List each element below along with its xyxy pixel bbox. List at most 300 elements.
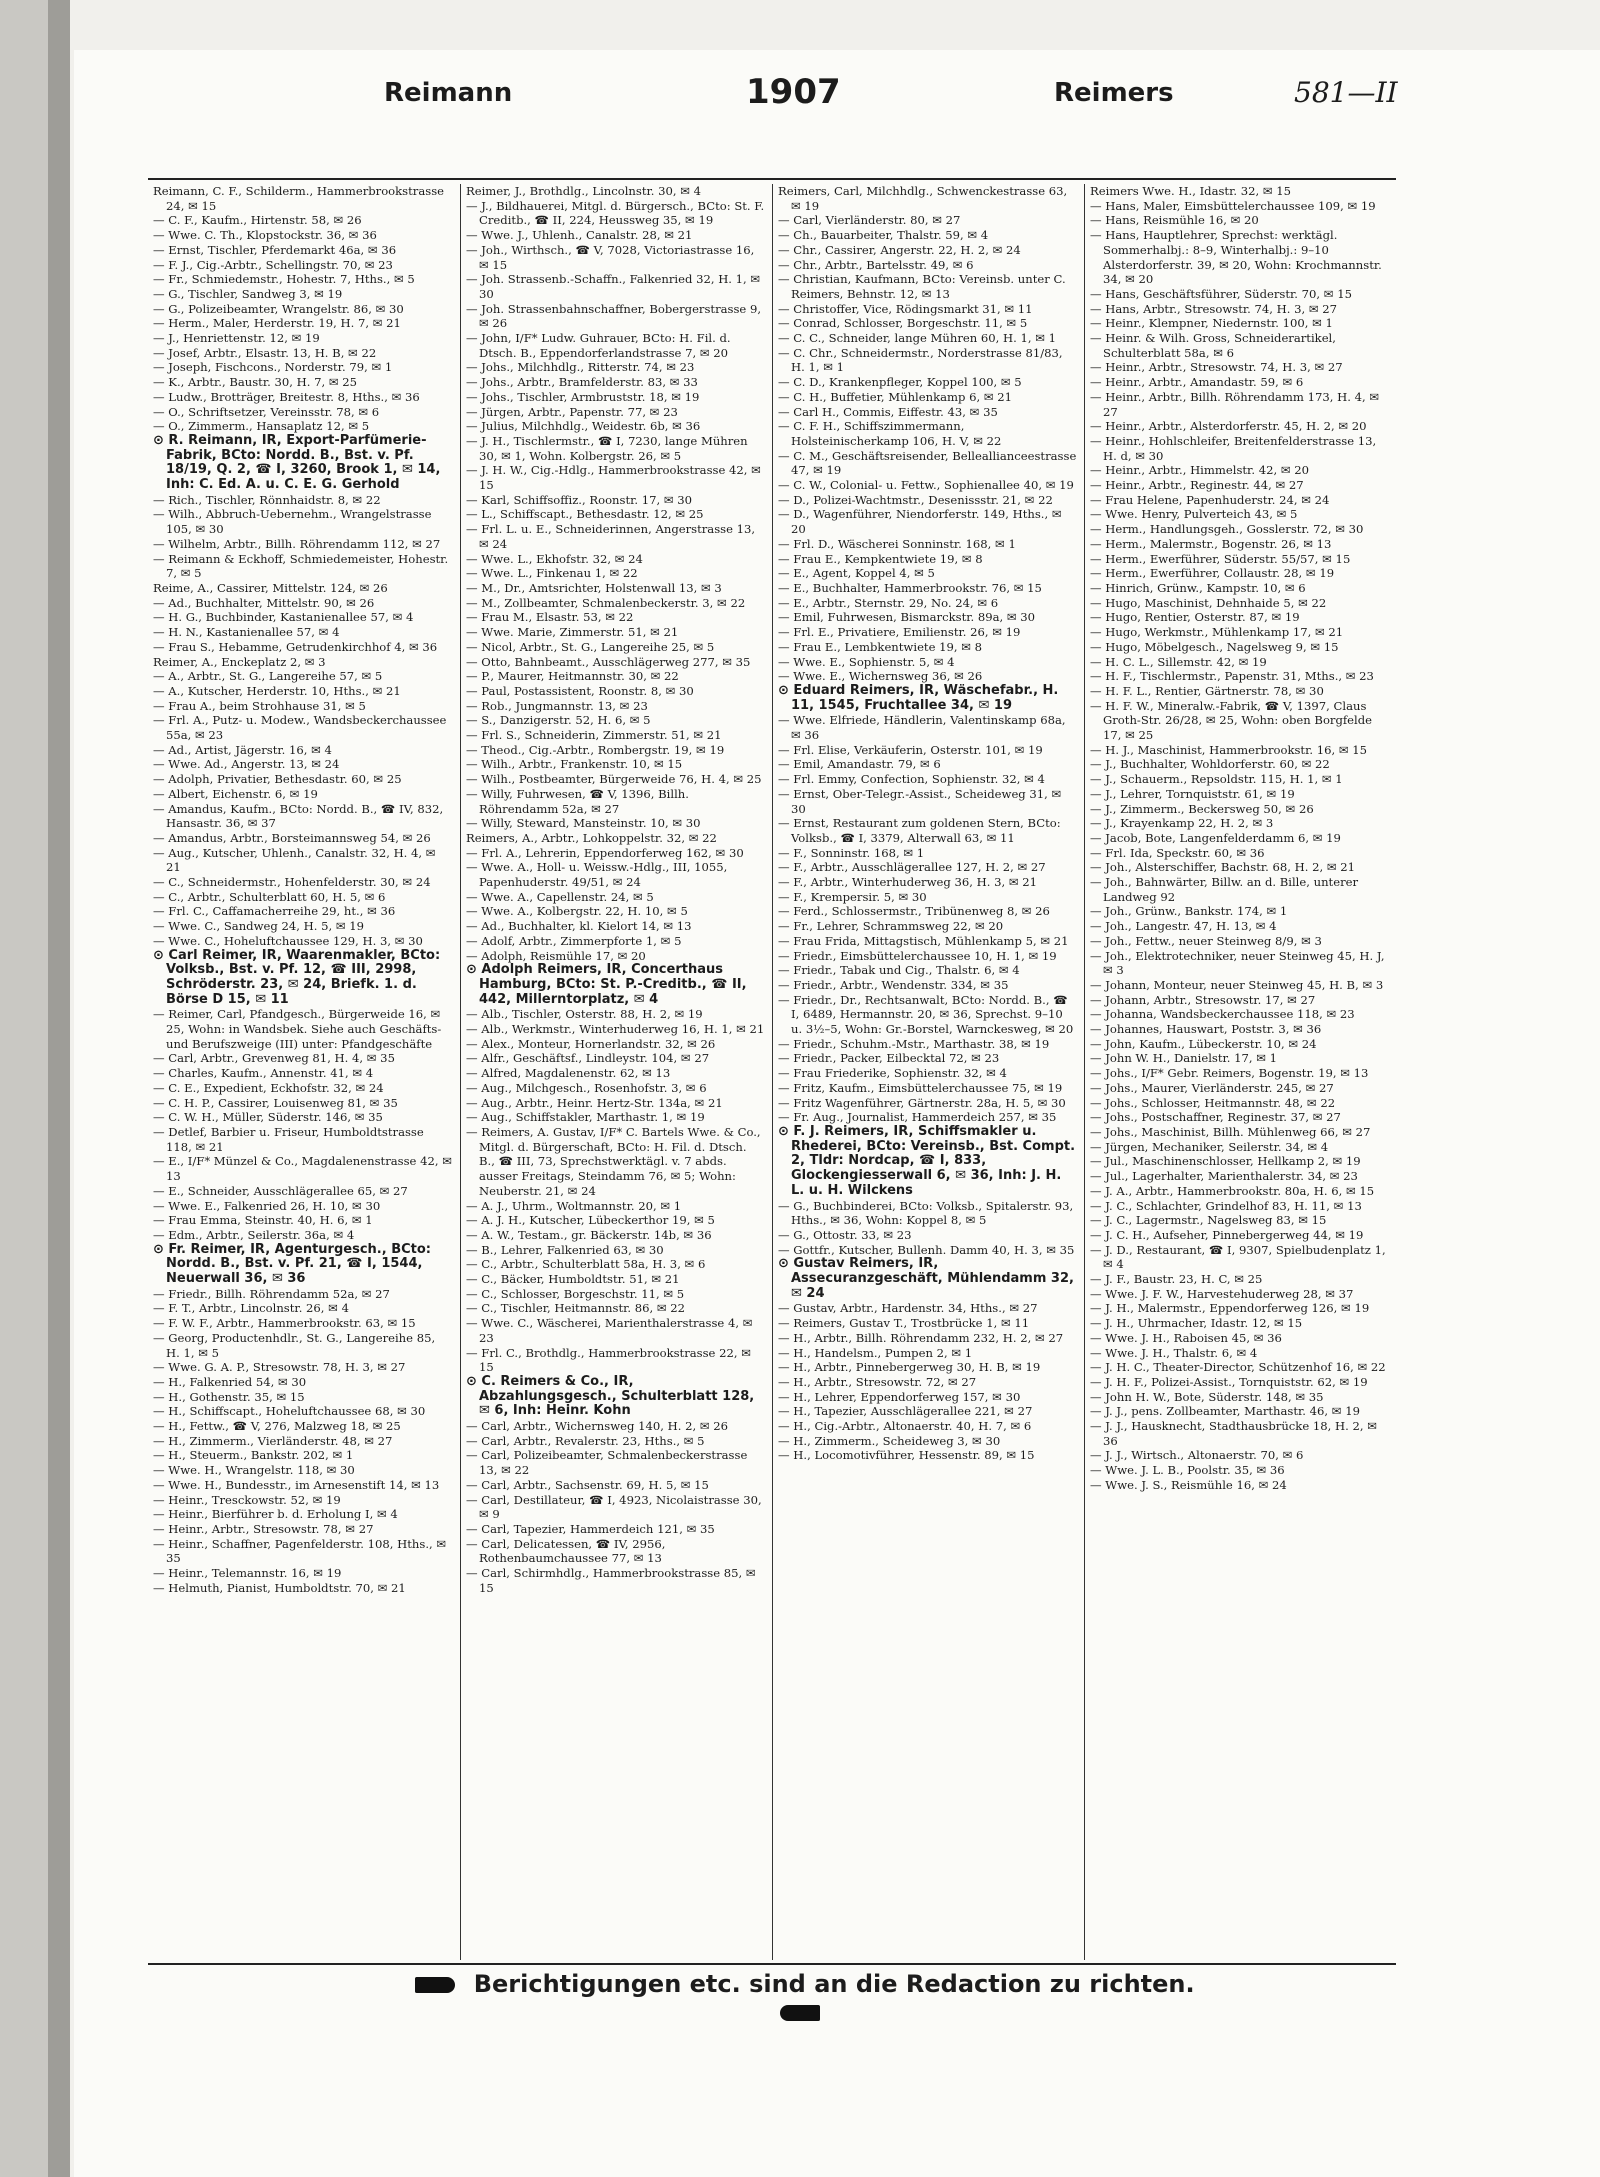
year-heading: 1907 <box>746 72 841 112</box>
directory-entry: — Helmuth, Pianist, Humboldtstr. 70, ✉ 21 <box>153 1580 406 1595</box>
directory-entry: — F. T., Arbtr., Lincolnstr. 26, ✉ 4 <box>153 1301 349 1316</box>
directory-entry: — Nicol, Arbtr., St. G., Langereihe 25, ✉ 5 <box>466 639 715 654</box>
directory-entry: — Friedr., Schuhm.-Mstr., Marthastr. 38, ✉ 19 <box>778 1036 1050 1051</box>
directory-entry: — Friedr., Packer, Eilbecktal 72, ✉ 23 <box>778 1051 1000 1066</box>
directory-entry: — Joh. Strassenb.-Schaffn., Falkenried 32, H. 1, ✉ 30 <box>466 272 761 301</box>
directory-entry: — Wwe. J. F. W., Harvestehuderweg 28, ✉ 37 <box>1090 1286 1354 1301</box>
directory-entry: — Herm., Maler, Herderstr. 19, H. 7, ✉ 21 <box>153 316 401 331</box>
directory-entry: — H., Handelsm., Pumpen 2, ✉ 1 <box>778 1345 973 1360</box>
directory-entry: — F., Krempersir. 5, ✉ 30 <box>778 889 927 904</box>
directory-entry: — J., Bildhauerei, Mitgl. d. Bürgersch., BCto: St. F. Creditb., ☎ II, 224, Heussweg 35, ✉ 19 <box>466 198 765 228</box>
page-number: 581—II <box>1294 76 1398 109</box>
directory-entry: — Amandus, Kaufm., BCto: Nordd. B., ☎ IV, 832, Hansastr. 36, ✉ 37 <box>153 801 444 831</box>
directory-entry: — J. H. C., Theater-Director, Schützenhof 16, ✉ 22 <box>1090 1360 1386 1375</box>
directory-entry: Reimers, Carl, Milchhdlg., Schwenckestrasse 63, ✉ 19 <box>778 184 1068 213</box>
directory-entry: — Emil, Fuhrwesen, Bismarckstr. 89a, ✉ 30 <box>778 610 1036 625</box>
directory-entry: — Heinr., Arbtr., Stresowstr. 78, ✉ 27 <box>153 1521 374 1536</box>
directory-entry: — Friedr., Billh. Röhrendamm 52a, ✉ 27 <box>153 1286 390 1301</box>
directory-entry: — Wilhelm, Arbtr., Billh. Röhrendamm 112, ✉ 27 <box>153 536 441 551</box>
directory-columns <box>148 184 1396 1960</box>
directory-entry: — Joh., Bahnwärter, Billw. an d. Bille, unterer Landweg 92 <box>1090 875 1359 904</box>
directory-entry: — Fr., Schmiedemstr., Hohestr. 7, Hths., ✉ 5 <box>153 272 415 287</box>
directory-entry: — L., Schiffscapt., Bethesdastr. 12, ✉ 25 <box>466 507 704 522</box>
directory-entry: — J. J., pens. Zollbeamter, Marthastr. 46, ✉ 19 <box>1090 1404 1360 1419</box>
directory-entry: — Heinr., Arbtr., Alsterdorferstr. 45, H. 2, ✉ 20 <box>1090 419 1367 434</box>
directory-entry: — Hinrich, Grünw., Kampstr. 10, ✉ 6 <box>1090 580 1306 595</box>
directory-entry: — E., Arbtr., Sternstr. 29, No. 24, ✉ 6 <box>778 595 999 610</box>
directory-entry: — J., Buchhalter, Wohldorferstr. 60, ✉ 22 <box>1090 757 1330 772</box>
directory-entry: — Gottfr., Kutscher, Bullenh. Damm 40, H. 3, ✉ 35 <box>778 1242 1075 1257</box>
directory-entry: — C., Arbtr., Schulterblatt 58a, H. 3, ✉ 6 <box>466 1257 706 1272</box>
directory-entry: — John H. W., Bote, Süderstr. 148, ✉ 35 <box>1090 1389 1324 1404</box>
directory-entry: — Frl. D., Wäscherei Sonninstr. 168, ✉ 1 <box>778 536 1016 551</box>
directory-entry: — Rob., Jungmannstr. 13, ✉ 23 <box>466 698 648 713</box>
directory-entry: — Reimers, Gustav T., Trostbrücke 1, ✉ 11 <box>778 1316 1030 1331</box>
directory-entry: — G., Polizeibeamter, Wrangelstr. 86, ✉ 30 <box>153 301 404 316</box>
directory-entry: — Joh., Grünw., Bankstr. 174, ✉ 1 <box>1090 904 1288 919</box>
directory-entry: — J. H., Uhrmacher, Idastr. 12, ✉ 15 <box>1090 1316 1303 1331</box>
directory-entry: — C. Chr., Schneidermstr., Norderstrasse 81/83, H. 1, ✉ 1 <box>778 345 1063 375</box>
directory-entry: — H., Zimmerm., Scheideweg 3, ✉ 30 <box>778 1433 1001 1448</box>
directory-entry: — Hugo, Werkmstr., Mühlenkamp 17, ✉ 21 <box>1090 625 1344 640</box>
directory-entry: — Frl. Ida, Speckstr. 60, ✉ 36 <box>1090 845 1265 860</box>
directory-entry: — C. W. H., Müller, Süderstr. 146, ✉ 35 <box>153 1110 383 1125</box>
directory-entry: — H., Gothenstr. 35, ✉ 15 <box>153 1389 305 1404</box>
directory-entry: — Heinr., Hohlschleifer, Breitenfelderstrasse 13, H. d, ✉ 30 <box>1090 433 1377 463</box>
directory-entry: ⊙ Carl Reimer, IR, Waarenmakler, BCto: Volksb., Bst. v. Pf. 12, ☎ III, 2998, Schröderstr. 23, ✉ 24, Briefk. 1. d. Börse D 15, ✉ 11 <box>153 947 441 1007</box>
directory-entry: — J. H. W., Cig.-Hdlg., Hammerbrookstrasse 42, ✉ 15 <box>466 463 761 493</box>
directory-entry: — Johanna, Wandsbeckerchaussee 118, ✉ 23 <box>1090 1007 1355 1022</box>
running-head-right: Reimers <box>1054 78 1174 108</box>
directory-entry: — C. H. P., Cassirer, Louisenweg 81, ✉ 35 <box>153 1095 398 1110</box>
directory-entry: — J., Schauerm., Repsoldstr. 115, H. 1, ✉ 1 <box>1090 772 1343 787</box>
directory-entry: — Aug., Arbtr., Heinr. Hertz-Str. 134a, ✉ 21 <box>466 1095 723 1110</box>
directory-entry: — Herm., Malermstr., Bogenstr. 26, ✉ 13 <box>1090 536 1332 551</box>
directory-entry: — C., Schneidermstr., Hohenfelderstr. 30, ✉ 24 <box>153 875 431 890</box>
directory-entry: — M., Zollbeamter, Schmalenbeckerstr. 3, ✉ 22 <box>466 595 746 610</box>
directory-entry: — Ad., Buchhalter, Mittelstr. 90, ✉ 26 <box>153 595 375 610</box>
directory-entry: — Heinr., Bierführer b. d. Erholung I, ✉ 4 <box>153 1507 398 1522</box>
directory-entry: — Heinr., Arbtr., Amandastr. 59, ✉ 6 <box>1090 375 1304 390</box>
directory-entry: — Theod., Cig.-Arbtr., Rombergstr. 19, ✉ 19 <box>466 742 725 757</box>
directory-entry: — Jacob, Bote, Langenfelderdamm 6, ✉ 19 <box>1090 830 1341 845</box>
directory-entry: — Paul, Postassistent, Roonstr. 8, ✉ 30 <box>466 683 694 698</box>
directory-entry: — Friedr., Eimsbüttelerchaussee 10, H. 1, ✉ 19 <box>778 948 1057 963</box>
directory-entry: — Johann, Monteur, neuer Steinweg 45, H. B, ✉ 3 <box>1090 977 1384 992</box>
directory-entry: — H. J., Maschinist, Hammerbrookstr. 16, ✉ 15 <box>1090 742 1368 757</box>
directory-entry: — Wwe. E., Falkenried 26, H. 10, ✉ 30 <box>153 1198 381 1213</box>
directory-entry: — Johs., Maschinist, Billh. Mühlenweg 66, ✉ 27 <box>1090 1125 1371 1139</box>
directory-entry: — A. W., Testam., gr. Bäckerstr. 14b, ✉ 36 <box>466 1227 712 1242</box>
directory-entry: — A., Kutscher, Herderstr. 10, Hths., ✉ 21 <box>153 683 401 698</box>
directory-entry: — Ad., Buchhalter, kl. Kielort 14, ✉ 13 <box>466 919 692 934</box>
directory-entry: — Frl. L. u. E., Schneiderinnen, Angerstrasse 13, ✉ 24 <box>466 522 756 551</box>
directory-entry: — Emil, Amandastr. 79, ✉ 6 <box>778 757 941 772</box>
directory-entry: — Wwe. E., Sophienstr. 5, ✉ 4 <box>778 654 955 669</box>
directory-entry: — Albert, Eichenstr. 6, ✉ 19 <box>153 786 318 801</box>
directory-entry: — Wwe. A., Kolbergstr. 22, H. 10, ✉ 5 <box>466 904 688 919</box>
directory-entry: — Chr., Cassirer, Angerstr. 22, H. 2, ✉ 24 <box>778 242 1021 257</box>
directory-entry: — H., Arbtr., Pinnebergerweg 30, H. B, ✉ 19 <box>778 1360 1041 1375</box>
directory-entry: — Friedr., Arbtr., Wendenstr. 334, ✉ 35 <box>778 977 1009 992</box>
directory-entry: — Carl, Schirmhdlg., Hammerbrookstrasse 85, ✉ 15 <box>466 1566 756 1595</box>
directory-entry: — C. F., Kaufm., Hirtenstr. 58, ✉ 26 <box>153 213 362 228</box>
directory-entry: — J. C., Schlachter, Grindelhof 83, H. 11, ✉ 13 <box>1090 1198 1362 1213</box>
directory-entry: — Hans, Reismühle 16, ✉ 20 <box>1090 213 1259 228</box>
directory-entry: — Wwe. Marie, Zimmerstr. 51, ✉ 21 <box>466 625 679 640</box>
directory-entry: — Hugo, Rentier, Osterstr. 87, ✉ 19 <box>1090 610 1300 625</box>
directory-entry: — S., Danzigerstr. 52, H. 6, ✉ 5 <box>466 713 651 728</box>
directory-entry: — Gustav, Arbtr., Hardenstr. 34, Hths., ✉ 27 <box>778 1301 1038 1316</box>
directory-entry: — Joh., Alsterschiffer, Bachstr. 68, H. 2, ✉ 21 <box>1090 860 1356 875</box>
directory-entry: — Heinr., Schaffner, Pagenfelderstr. 108, Hths., ✉ 35 <box>153 1536 447 1566</box>
directory-entry: — H. C. L., Sillemstr. 42, ✉ 19 <box>1090 654 1267 669</box>
directory-entry: — Carl, Polizeibeamter, Schmalenbeckerstrasse 13, ✉ 22 <box>466 1448 748 1478</box>
directory-entry: — Chr., Arbtr., Bartelsstr. 49, ✉ 6 <box>778 257 974 272</box>
directory-entry: — J., Krayenkamp 22, H. 2, ✉ 3 <box>1090 816 1274 831</box>
directory-entry: — A., Arbtr., St. G., Langereihe 57, ✉ 5 <box>153 669 383 684</box>
directory-entry: — Joh. Strassenbahnschaffner, Bobergerstrasse 9, ✉ 26 <box>466 301 762 331</box>
directory-entry: — Carl H., Commis, Eiffestr. 43, ✉ 35 <box>778 404 998 419</box>
directory-entry: — Heinr. & Wilh. Gross, Schneiderartikel, Schulterblatt 58a, ✉ 6 <box>1090 331 1336 360</box>
directory-entry: — Fr. Aug., Journalist, Hammerdeich 257, ✉ 35 <box>778 1110 1057 1125</box>
directory-entry: ⊙ R. Reimann, IR, Export-Parfümerie-Fabrik, BCto: Nordd. B., Bst. v. Pf. 18/19, Q. 2, ☎ I, 3260, Brook 1, ✉ 14, Inh: C. Ed. A. u. C. E. G. Gerhold <box>153 432 441 493</box>
directory-entry: — C. F. H., Schiffszimmermann, Holsteinischerkamp 106, H. V, ✉ 22 <box>778 419 1002 448</box>
directory-entry: ⊙ Eduard Reimers, IR, Wäschefabr., H. 11, 1545, Fruchtallee 34, ✉ 19 <box>778 682 1059 713</box>
directory-entry: — Amandus, Arbtr., Borsteimannsweg 54, ✉ 26 <box>153 830 431 845</box>
directory-entry: — C., Tischler, Heitmannstr. 86, ✉ 22 <box>466 1301 686 1316</box>
directory-entry: — H. N., Kastanienallee 57, ✉ 4 <box>153 625 340 640</box>
directory-column-1 <box>148 184 457 1960</box>
directory-entry: — Wilh., Arbtr., Frankenstr. 10, ✉ 15 <box>466 757 683 772</box>
directory-entry: — Alb., Tischler, Osterstr. 88, H. 2, ✉ 19 <box>466 1007 703 1022</box>
directory-entry: — J. J., Wirtsch., Altonaerstr. 70, ✉ 6 <box>1090 1448 1304 1463</box>
directory-entry: — Alex., Monteur, Hornerlandstr. 32, ✉ 26 <box>466 1036 716 1051</box>
directory-entry: ⊙ Adolph Reimers, IR, Concerthaus Hamburg, BCto: St. P.-Creditb., ☎ II, 442, Millerntorplatz, ✉ 4 <box>466 962 747 1007</box>
directory-entry: — C., Bäcker, Humboldtstr. 51, ✉ 21 <box>466 1272 680 1287</box>
directory-entry: — Fr., Lehrer, Schrammsweg 22, ✉ 20 <box>778 919 1004 934</box>
directory-entry: — Johs., Tischler, Armbruststr. 18, ✉ 19 <box>466 389 700 404</box>
directory-entry: — Carl, Destillateur, ☎ I, 4923, Nicolaistrasse 30, ✉ 9 <box>466 1492 762 1522</box>
directory-entry: — J., Henriettenstr. 12, ✉ 19 <box>153 331 320 346</box>
directory-entry: — Aug., Milchgesch., Rosenhofstr. 3, ✉ 6 <box>466 1080 707 1095</box>
directory-entry: — Adolph, Reismühle 17, ✉ 20 <box>466 948 646 963</box>
footer-notice: Berichtigungen etc. sind an die Redaction zu richten. <box>473 1970 1195 1998</box>
directory-entry: — E., Buchhalter, Hammerbrookstr. 76, ✉ 15 <box>778 580 1042 595</box>
directory-entry: — C., Arbtr., Schulterblatt 60, H. 5, ✉ 6 <box>153 889 386 904</box>
directory-entry: — Adolph, Privatier, Bethesdastr. 60, ✉ 25 <box>153 772 402 787</box>
directory-entry: — Frau Helene, Papenhuderstr. 24, ✉ 24 <box>1090 492 1330 507</box>
directory-entry: — G., Tischler, Sandweg 3, ✉ 19 <box>153 286 343 301</box>
directory-entry: — Wwe. G. A. P., Stresowstr. 78, H. 3, ✉ 27 <box>153 1360 406 1375</box>
directory-entry: — Wwe. Elfriede, Händlerin, Valentinskamp 68a, ✉ 36 <box>778 713 1066 743</box>
directory-entry: — Wwe. Henry, Pulverteich 43, ✉ 5 <box>1090 507 1298 522</box>
directory-entry: — Herm., Ewerführer, Süderstr. 55/57, ✉ 15 <box>1090 551 1351 566</box>
directory-entry: — Wwe. H., Bundesstr., im Arnesenstift 14, ✉ 13 <box>153 1477 440 1492</box>
directory-entry: — Joseph, Fischcons., Norderstr. 79, ✉ 1 <box>153 360 393 375</box>
directory-entry: — D., Wagenführer, Niendorferstr. 149, Hths., ✉ 20 <box>778 507 1062 537</box>
directory-entry: — Johs., Milchhdlg., Ritterstr. 74, ✉ 23 <box>466 360 695 375</box>
directory-entry: — Hugo, Möbelgesch., Nagelsweg 9, ✉ 15 <box>1090 639 1339 654</box>
directory-entry: — H., Locomotivführer, Hessenstr. 89, ✉ 15 <box>778 1448 1035 1463</box>
directory-entry: — Fritz Wagenführer, Gärtnerstr. 28a, H. 5, ✉ 30 <box>778 1095 1066 1110</box>
directory-entry: — Fritz, Kaufm., Eimsbüttelerchaussee 75, ✉ 19 <box>778 1080 1063 1095</box>
directory-entry: — Willy, Steward, Mansteinstr. 10, ✉ 30 <box>466 816 701 831</box>
directory-entry: — Ernst, Restaurant zum goldenen Stern, BCto: Volksb., ☎ I, 3379, Alterwall 63, ✉ 11 <box>778 816 1061 845</box>
directory-entry: ⊙ C. Reimers & Co., IR, Abzahlungsgesch., Schulterblatt 128, ✉ 6, Inh: Heinr. Kohn <box>466 1373 755 1419</box>
directory-entry: — H., Arbtr., Billh. Röhrendamm 232, H. 2, ✉ 27 <box>778 1330 1064 1345</box>
directory-entry: — J. C. H., Aufseher, Pinnebergerweg 44, ✉ 19 <box>1090 1227 1364 1242</box>
directory-entry: Reime, A., Cassirer, Mittelstr. 124, ✉ 26 <box>153 580 388 595</box>
directory-entry: — Reimers, A. Gustav, I/F* C. Bartels Wwe. & Co., Mitgl. d. Bürgerschaft, BCto: H. Fil. d. Dtsch. B., ☎ III, 73, Sprechstwerktägl. v. 7 abds. ausser Freitags, Steindamm 76, ✉ 5; Wohn: Neuberstr. 21, ✉ 24 <box>466 1125 761 1198</box>
directory-entry: — Jul., Maschinenschlosser, Hellkamp 2, ✉ 19 <box>1090 1154 1361 1169</box>
directory-entry: — Wilh., Postbeamter, Bürgerweide 76, H. 4, ✉ 25 <box>466 772 762 787</box>
directory-entry: — F., Arbtr., Winterhuderweg 36, H. 3, ✉ 21 <box>778 875 1037 890</box>
directory-entry: — Wwe. C., Wäscherei, Marienthalerstrasse 4, ✉ 23 <box>466 1316 753 1345</box>
directory-entry: — Carl, Vierländerstr. 80, ✉ 27 <box>778 213 961 228</box>
directory-entry: — Georg, Productenhdlr., St. G., Langereihe 85, H. 1, ✉ 5 <box>153 1330 436 1360</box>
pointing-hand-icon <box>415 1977 455 1993</box>
directory-entry: — Wwe. E., Wichernsweg 36, ✉ 26 <box>778 669 983 684</box>
directory-entry: — Heinr., Arbtr., Stresowstr. 74, H. 3, ✉ 27 <box>1090 360 1343 375</box>
directory-entry: — John, Kaufm., Lübeckerstr. 10, ✉ 24 <box>1090 1036 1317 1051</box>
page-header <box>84 72 1404 132</box>
directory-entry: — Wwe. A., Holl- u. Weissw.-Hdlg., III, 1055, Papenhuderstr. 49/51, ✉ 24 <box>466 860 728 890</box>
directory-entry: ⊙ Gustav Reimers, IR, Assecuranzgeschäft, Mühlendamm 32, ✉ 24 <box>778 1256 1074 1301</box>
directory-entry: — Karl, Schiffsoffiz., Roonstr. 17, ✉ 30 <box>466 492 693 507</box>
directory-entry: — Frl. C., Brothdlg., Hammerbrookstrasse 22, ✉ 15 <box>466 1345 751 1375</box>
directory-entry: — Conrad, Schlosser, Borgeschstr. 11, ✉ 5 <box>778 316 1028 331</box>
directory-entry: — H., Fettw., ☎ V, 276, Malzweg 18, ✉ 25 <box>153 1419 401 1434</box>
directory-entry: — Frau M., Elsastr. 53, ✉ 22 <box>466 610 634 625</box>
directory-entry: ⊙ F. J. Reimers, IR, Schiffsmakler u. Rhederei, BCto: Vereinsb., Bst. Compt. 2, Tldr: Nordcap, ☎ I, 833, Glockengiesserwall 6, ✉ 36, Inh: J. H. L. u. H. Wilckens <box>778 1124 1076 1198</box>
directory-entry: — Heinr., Arbtr., Himmelstr. 42, ✉ 20 <box>1090 463 1309 478</box>
directory-entry: — C. M., Geschäftsreisender, Belleallianceestrasse 47, ✉ 19 <box>778 448 1077 478</box>
scan-binding-shadow <box>48 0 70 2177</box>
directory-entry: — Joh., Fettw., neuer Steinweg 8/9, ✉ 3 <box>1090 933 1322 948</box>
directory-entry: — Wwe. C., Hoheluftchaussee 129, H. 3, ✉ 30 <box>153 933 423 948</box>
directory-entry: — Christian, Kaufmann, BCto: Vereinsb. unter C. Reimers, Behnstr. 12, ✉ 13 <box>778 272 1066 301</box>
directory-entry: — J. J., Hausknecht, Stadthausbrücke 18, H. 2, ✉ 36 <box>1090 1419 1377 1448</box>
directory-entry: — Ad., Artist, Jägerstr. 16, ✉ 4 <box>153 742 332 757</box>
directory-entry: — H., Zimmerm., Vierländerstr. 48, ✉ 27 <box>153 1433 393 1448</box>
page-footer <box>400 1970 1200 2014</box>
directory-entry: — J. H., Malermstr., Eppendorferweg 126, ✉ 19 <box>1090 1301 1370 1316</box>
directory-entry: — E., I/F* Münzel & Co., Magdalenenstrasse 42, ✉ 13 <box>153 1154 452 1184</box>
directory-entry: — Heinr., Arbtr., Reginestr. 44, ✉ 27 <box>1090 478 1304 493</box>
directory-entry: — J., Zimmerm., Beckersweg 50, ✉ 26 <box>1090 801 1314 816</box>
directory-entry: — Carl, Tapezier, Hammerdeich 121, ✉ 35 <box>466 1521 715 1536</box>
directory-entry: — F., Sonninstr. 168, ✉ 1 <box>778 845 925 860</box>
directory-entry: — Jürgen, Mechaniker, Seilerstr. 34, ✉ 4 <box>1090 1139 1329 1154</box>
directory-entry: — Hugo, Maschinist, Dehnhaide 5, ✉ 22 <box>1090 595 1327 610</box>
directory-entry: — Wwe. C. Th., Klopstockstr. 36, ✉ 36 <box>153 228 377 243</box>
directory-entry: — Hans, Maler, Eimsbüttelerchaussee 109, ✉ 19 <box>1090 198 1376 213</box>
directory-entry: Reimer, A., Enckeplatz 2, ✉ 3 <box>153 654 326 669</box>
directory-entry: — H. F. W., Mineralw.-Fabrik, ☎ V, 1397, Claus Groth-Str. 26/28, ✉ 25, Wohn: oben Borgfelde 17, ✉ 25 <box>1090 698 1373 743</box>
directory-entry: Reimer, J., Brothdlg., Lincolnstr. 30, ✉ 4 <box>466 184 702 198</box>
directory-entry: — Johs., Maurer, Vierländerstr. 245, ✉ 27 <box>1090 1080 1334 1095</box>
directory-entry: — Friedr., Dr., Rechtsanwalt, BCto: Nordd. B., ☎ I, 6489, Hermannstr. 20, ✉ 36, Sprechst. 9–10 u. 3½–5, Wohn: Gr.-Borstel, Warnckesweg, ✉ 20 <box>778 992 1074 1037</box>
directory-entry: — Wwe. C., Sandweg 24, H. 5, ✉ 19 <box>153 919 365 934</box>
directory-entry: — Johann, Arbtr., Stresowstr. 17, ✉ 27 <box>1090 992 1316 1007</box>
directory-entry: — Heinr., Telemannstr. 16, ✉ 19 <box>153 1566 342 1581</box>
directory-entry: — G., Buchbinderei, BCto: Volksb., Spitalerstr. 93, Hths., ✉ 36, Wohn: Koppel 8, ✉ 5 <box>778 1198 1074 1228</box>
directory-entry: — Wilh., Abbruch-Uebernehm., Wrangelstrasse 105, ✉ 30 <box>153 507 432 537</box>
directory-entry: — C. E., Expedient, Eckhofstr. 32, ✉ 24 <box>153 1080 384 1095</box>
directory-entry: — John W. H., Danielstr. 17, ✉ 1 <box>1090 1051 1278 1066</box>
directory-entry: — Friedr., Tabak und Cig., Thalstr. 6, ✉ 4 <box>778 963 1020 978</box>
directory-entry: — Rich., Tischler, Rönnhaidstr. 8, ✉ 22 <box>153 492 381 507</box>
directory-entry: — Frl. Elise, Verkäuferin, Osterstr. 101, ✉ 19 <box>778 742 1043 757</box>
directory-entry: — C., Schlosser, Borgeschstr. 11, ✉ 5 <box>466 1286 685 1301</box>
directory-entry: — Carl, Delicatessen, ☎ IV, 2956, Rothenbaumchaussee 77, ✉ 13 <box>466 1536 666 1566</box>
directory-column-2 <box>460 184 770 1960</box>
directory-entry: — Julius, Milchhdlg., Weidestr. 6b, ✉ 36 <box>466 419 701 434</box>
directory-entry: — G., Ottostr. 33, ✉ 23 <box>778 1227 912 1242</box>
directory-entry: — Wwe. H., Wrangelstr. 118, ✉ 30 <box>153 1463 355 1478</box>
directory-entry: — H., Falkenried 54, ✉ 30 <box>153 1374 307 1389</box>
directory-entry: — Wwe. J., Uhlenh., Canalstr. 28, ✉ 21 <box>466 228 693 243</box>
directory-entry: — J. H. F., Polizei-Assist., Tornquiststr. 62, ✉ 19 <box>1090 1374 1368 1389</box>
directory-entry: — M., Dr., Amtsrichter, Holstenwall 13, ✉ 3 <box>466 580 722 595</box>
directory-entry: — Johs., Schlosser, Heitmannstr. 48, ✉ 22 <box>1090 1095 1336 1110</box>
directory-entry: — H. F. L., Rentier, Gärtnerstr. 78, ✉ 30 <box>1090 683 1324 698</box>
header-rule <box>148 178 1396 180</box>
directory-entry: — Aug., Schiffstakler, Marthastr. 1, ✉ 19 <box>466 1110 705 1125</box>
directory-entry: — A. J., Uhrm., Woltmannstr. 20, ✉ 1 <box>466 1198 682 1213</box>
directory-entry: Reimers, A., Arbtr., Lohkoppelstr. 32, ✉ 22 <box>466 830 717 845</box>
directory-entry: — Wwe. L., Ekhofstr. 32, ✉ 24 <box>466 551 643 566</box>
directory-entry: Reimers Wwe. H., Idastr. 32, ✉ 15 <box>1090 184 1292 198</box>
directory-entry: — Detlef, Barbier u. Friseur, Humboldtstrasse 118, ✉ 21 <box>153 1125 424 1154</box>
running-head-left: Reimann <box>384 78 513 108</box>
directory-entry: — Johs., I/F* Gebr. Reimers, Bogenstr. 19, ✉ 13 <box>1090 1066 1369 1081</box>
directory-entry: — J. C., Lagermstr., Nagelsweg 83, ✉ 15 <box>1090 1213 1327 1228</box>
directory-entry: — F., Arbtr., Ausschlägerallee 127, H. 2, ✉ 27 <box>778 860 1046 875</box>
directory-entry: — Hans, Geschäftsführer, Süderstr. 70, ✉ 15 <box>1090 286 1352 301</box>
directory-entry: — Heinr., Tresckowstr. 52, ✉ 19 <box>153 1492 341 1507</box>
directory-entry: — H. F., Tischlermstr., Papenstr. 31, Mths., ✉ 23 <box>1090 669 1374 684</box>
directory-entry: — Frau Friederike, Sophienstr. 32, ✉ 4 <box>778 1066 1007 1081</box>
directory-entry: — E., Agent, Koppel 4, ✉ 5 <box>778 566 935 581</box>
directory-entry: — Alfr., Geschäftsf., Lindleystr. 104, ✉ 27 <box>466 1051 710 1066</box>
directory-entry: — Carl, Arbtr., Sachsenstr. 69, H. 5, ✉ 15 <box>466 1477 709 1492</box>
directory-entry: — Alb., Werkmstr., Winterhuderweg 16, H. 1, ✉ 21 <box>466 1022 765 1037</box>
directory-entry: — Ferd., Schlossermstr., Tribünenweg 8, ✉ 26 <box>778 904 1050 919</box>
directory-entry: — H., Schiffscapt., Hoheluftchaussee 68, ✉ 30 <box>153 1404 426 1419</box>
directory-entry: — Edm., Arbtr., Seilerstr. 36a, ✉ 4 <box>153 1227 355 1242</box>
directory-entry: — Wwe. L., Finkenau 1, ✉ 22 <box>466 566 638 581</box>
directory-entry: — Johs., Arbtr., Bramfelderstr. 83, ✉ 33 <box>466 375 698 390</box>
directory-entry: — E., Schneider, Ausschlägerallee 65, ✉ 27 <box>153 1183 408 1198</box>
directory-entry: — Joh., Wirthsch., ☎ V, 7028, Victoriastrasse 16, ✉ 15 <box>466 242 755 272</box>
directory-entry: — Heinr., Arbtr., Billh. Röhrendamm 173, H. 4, ✉ 27 <box>1090 389 1380 419</box>
directory-entry: — H., Arbtr., Stresowstr. 72, ✉ 27 <box>778 1374 977 1389</box>
directory-entry: — B., Lehrer, Falkenried 63, ✉ 30 <box>466 1242 664 1257</box>
directory-entry: — Carl, Arbtr., Wichernsweg 140, H. 2, ✉ 26 <box>466 1419 728 1434</box>
directory-entry: — Johs., Postschaffner, Reginestr. 37, ✉ 27 <box>1090 1110 1341 1125</box>
directory-entry: — Heinr., Klempner, Niedernstr. 100, ✉ 1 <box>1090 316 1333 331</box>
directory-entry: — Ludw., Brotträger, Breitestr. 8, Hths., ✉ 36 <box>153 389 420 404</box>
directory-entry: — Ernst, Ober-Telegr.-Assist., Scheideweg 31, ✉ 30 <box>778 786 1062 816</box>
directory-entry: — H., Steuerm., Bankstr. 202, ✉ 1 <box>153 1448 354 1463</box>
directory-entry: — Johannes, Hauswart, Poststr. 3, ✉ 36 <box>1090 1022 1322 1037</box>
directory-entry: — Frl. S., Schneiderin, Zimmerstr. 51, ✉ 21 <box>466 728 722 743</box>
directory-entry: — Wwe. A., Capellenstr. 24, ✉ 5 <box>466 889 654 904</box>
directory-entry: — Christoffer, Vice, Rödingsmarkt 31, ✉ 11 <box>778 301 1033 316</box>
directory-entry: — H., Tapezier, Ausschlägerallee 221, ✉ 27 <box>778 1404 1033 1419</box>
directory-entry: — Reimer, Carl, Pfandgesch., Bürgerweide 16, ✉ 25, Wohn: in Wandsbek. Siehe auch Geschäfts- und Berufszweige (III) unter: Pfandgeschäfte <box>153 1007 442 1051</box>
directory-column-4 <box>1084 184 1397 1960</box>
directory-entry: — Willy, Fuhrwesen, ☎ V, 1396, Billh. Röhrendamm 52a, ✉ 27 <box>466 786 689 816</box>
directory-entry: — Ernst, Tischler, Pferdemarkt 46a, ✉ 36 <box>153 242 397 257</box>
pointing-hand-icon <box>780 2005 820 2021</box>
directory-entry: — Frau Emma, Steinstr. 40, H. 6, ✉ 1 <box>153 1213 373 1228</box>
directory-entry: — Jürgen, Arbtr., Papenstr. 77, ✉ 23 <box>466 404 678 419</box>
directory-entry: — O., Schriftsetzer, Vereinsstr. 78, ✉ 6 <box>153 404 380 419</box>
directory-entry: — J. A., Arbtr., Hammerbrookstr. 80a, H. 6, ✉ 15 <box>1090 1183 1375 1198</box>
directory-entry: — C. H., Buffetier, Mühlenkamp 6, ✉ 21 <box>778 389 1013 404</box>
directory-entry: — O., Zimmerm., Hansaplatz 12, ✉ 5 <box>153 419 370 434</box>
directory-entry: — Frl. C., Caffamacherreihe 29, ht., ✉ 36 <box>153 904 396 919</box>
directory-entry: — J., Lehrer, Tornquiststr. 61, ✉ 19 <box>1090 786 1295 801</box>
directory-entry: — Charles, Kaufm., Annenstr. 41, ✉ 4 <box>153 1066 374 1081</box>
directory-entry: — J. H., Tischlermstr., ☎ I, 7230, lange Mühren 30, ✉ 1, Wohn. Kolbergstr. 26, ✉ 5 <box>466 433 748 463</box>
directory-entry: — Frau E., Lembkentwiete 19, ✉ 8 <box>778 639 983 654</box>
directory-entry: — Wwe. Ad., Angerstr. 13, ✉ 24 <box>153 757 340 772</box>
directory-entry: — F. W. F., Arbtr., Hammerbrookstr. 63, ✉ 15 <box>153 1316 416 1331</box>
directory-entry: — Wwe. J. S., Reismühle 16, ✉ 24 <box>1090 1477 1287 1492</box>
directory-entry: — H. G., Buchbinder, Kastanienallee 57, ✉ 4 <box>153 610 414 625</box>
directory-column-3 <box>772 184 1082 1960</box>
directory-entry: — K., Arbtr., Baustr. 30, H. 7, ✉ 25 <box>153 375 357 390</box>
directory-entry: — A. J. H., Kutscher, Lübeckerthor 19, ✉ 5 <box>466 1213 715 1228</box>
directory-entry: — Alfred, Magdalenenstr. 62, ✉ 13 <box>466 1066 671 1081</box>
directory-entry: Reimann, C. F., Schilderm., Hammerbrookstrasse 24, ✉ 15 <box>153 184 445 213</box>
directory-entry: — D., Polizei-Wachtmstr., Desenissstr. 21, ✉ 22 <box>778 492 1053 507</box>
directory-entry: — Herm., Ewerführer, Collaustr. 28, ✉ 19 <box>1090 566 1335 581</box>
directory-entry: — Ch., Bauarbeiter, Thalstr. 59, ✉ 4 <box>778 228 989 243</box>
directory-entry: — Carl, Arbtr., Grevenweg 81, H. 4, ✉ 35 <box>153 1051 395 1066</box>
directory-entry: — Frl. A., Lehrerin, Eppendorferweg 162, ✉ 30 <box>466 845 744 860</box>
directory-entry: — H., Cig.-Arbtr., Altonaerstr. 40, H. 7, ✉ 6 <box>778 1419 1032 1434</box>
directory-entry: — Frl. E., Privatiere, Emilienstr. 26, ✉ 19 <box>778 625 1021 640</box>
directory-entry: — John, I/F* Ludw. Guhrauer, BCto: H. Fil. d. Dtsch. B., Eppendorferlandstrasse 7, ✉ 20 <box>466 331 731 360</box>
directory-entry: — C. D., Krankenpfleger, Koppel 100, ✉ 5 <box>778 375 1022 390</box>
directory-entry: — Hans, Hauptlehrer, Sprechst: werktägl. Sommerhalbj.: 8–9, Winterhalbj.: 9–10 Alsterdorferstr. 39, ✉ 20, Wohn: Krochmannstr. 34, ✉ 20 <box>1090 228 1382 287</box>
directory-entry: — Otto, Bahnbeamt., Ausschlägerweg 277, ✉ 35 <box>466 654 751 669</box>
directory-entry: — Frau A., beim Strohhause 31, ✉ 5 <box>153 698 366 713</box>
directory-entry: — Joh., Elektrotechniker, neuer Steinweg 45, H. J, ✉ 3 <box>1090 948 1385 978</box>
directory-entry: — Frau S., Hebamme, Getrudenkirchhof 4, ✉ 36 <box>153 639 438 654</box>
directory-entry: — Adolf, Arbtr., Zimmerpforte 1, ✉ 5 <box>466 933 682 948</box>
directory-entry: — Aug., Kutscher, Uhlenh., Canalstr. 32, H. 4, ✉ 21 <box>153 845 436 875</box>
footer-rule <box>148 1963 1396 1965</box>
directory-entry: — Herm., Handlungsgeh., Gosslerstr. 72, ✉ 30 <box>1090 522 1364 537</box>
directory-entry: — C. W., Colonial- u. Fettw., Sophienallee 40, ✉ 19 <box>778 478 1074 493</box>
directory-entry: — Frl. Emmy, Confection, Sophienstr. 32, ✉ 4 <box>778 772 1045 787</box>
directory-entry: — J. D., Restaurant, ☎ I, 9307, Spielbudenplatz 1, ✉ 4 <box>1090 1242 1386 1272</box>
directory-entry: — Wwe. J. H., Raboisen 45, ✉ 36 <box>1090 1330 1282 1345</box>
directory-entry: — Frl. A., Putz- u. Modew., Wandsbeckerchaussee 55a, ✉ 23 <box>153 713 447 743</box>
directory-entry: — Wwe. J. L. B., Poolstr. 35, ✉ 36 <box>1090 1463 1285 1478</box>
directory-entry: — Carl, Arbtr., Revalerstr. 23, Hths., ✉ 5 <box>466 1433 705 1448</box>
directory-entry: — Frau E., Kempkentwiete 19, ✉ 8 <box>778 551 983 566</box>
directory-entry: — Joh., Langestr. 47, H. 13, ✉ 4 <box>1090 919 1277 934</box>
directory-entry: — P., Maurer, Heitmannstr. 30, ✉ 22 <box>466 669 679 684</box>
directory-entry: — Frau Frida, Mittagstisch, Mühlenkamp 5, ✉ 21 <box>778 933 1069 948</box>
